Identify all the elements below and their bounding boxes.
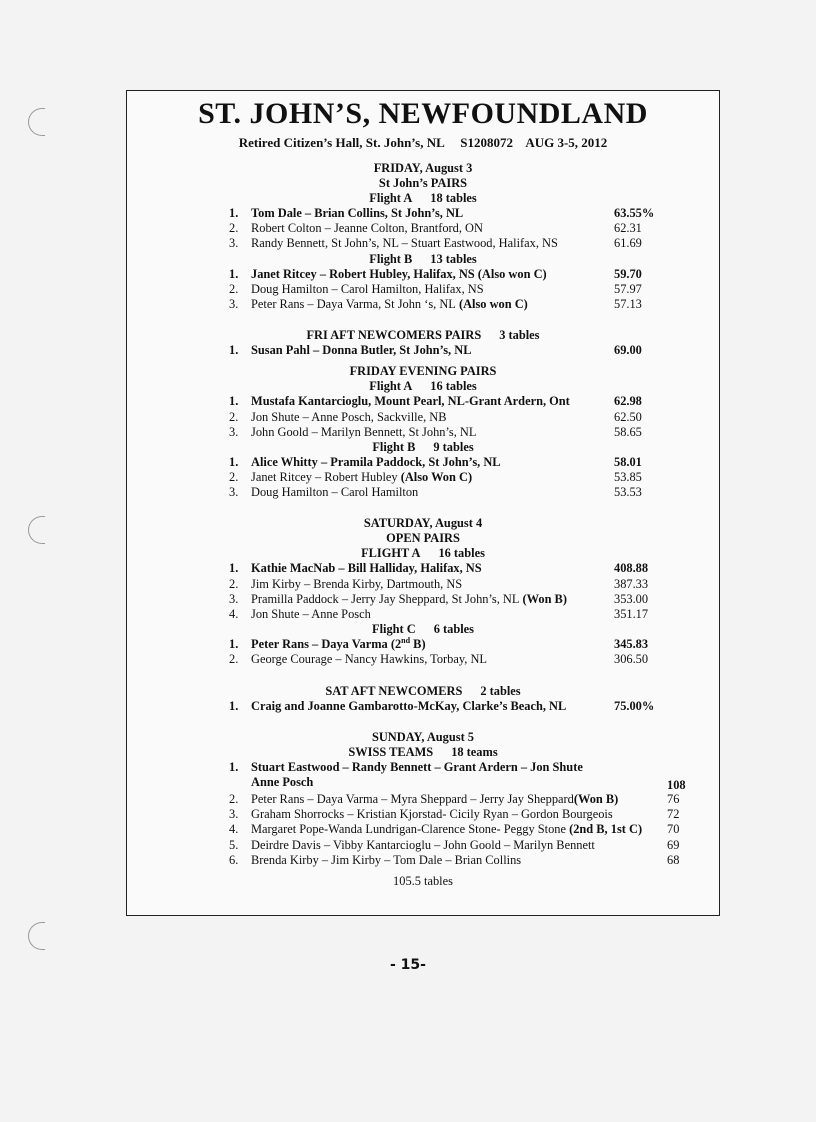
- result-score: 108: [667, 777, 686, 792]
- result-note: (Won B): [573, 791, 619, 806]
- fri-eve-flight-b-heading: [127, 440, 719, 455]
- friday-event: St John’s PAIRS: [378, 176, 468, 190]
- result-score: 69.00: [614, 343, 642, 358]
- sunday-day: SUNDAY, August 5: [371, 729, 475, 744]
- result-row: [127, 699, 719, 714]
- result-names: Pramilla Paddock – Jerry Jay Sheppard, St John’s, NL: [251, 591, 520, 606]
- result-row: [127, 394, 719, 409]
- result-names-wrap: [251, 637, 426, 652]
- result-score: 70: [667, 822, 680, 837]
- result-names-wrap: [251, 822, 642, 837]
- result-names-wrap: [251, 297, 528, 312]
- flight-label: Flight A: [369, 379, 413, 394]
- spacer: [127, 714, 719, 730]
- result-row: [127, 282, 719, 297]
- result-row: [127, 267, 719, 282]
- punch-hole-middle: [28, 516, 45, 544]
- result-place: 2.: [229, 791, 239, 806]
- result-place: 2.: [229, 652, 239, 667]
- result-row: [127, 236, 719, 251]
- result-place: 3.: [229, 807, 239, 822]
- result-score: 58.01: [614, 454, 642, 469]
- result-place: 2.: [229, 221, 239, 236]
- flight-label: FLIGHT A: [361, 546, 421, 561]
- result-score: 61.69: [614, 236, 642, 251]
- result-names-wrap: [251, 592, 567, 607]
- result-place: 3.: [229, 424, 239, 439]
- event-tables: 3 tables: [499, 328, 540, 343]
- result-place: 4.: [229, 607, 239, 621]
- sat-aft-heading: [127, 684, 719, 699]
- result-place: 1.: [229, 266, 239, 281]
- result-names: Doug Hamilton – Carol Hamilton, Halifax, NS: [251, 281, 484, 296]
- result-note: (Also Won C): [397, 470, 473, 485]
- page-title: ST. JOHN’S, NEWFOUNDLAND: [198, 97, 648, 130]
- result-score: 68: [667, 852, 680, 867]
- result-place: 1.: [229, 343, 239, 358]
- result-note: (Won B): [519, 591, 567, 606]
- flight-tables: 6 tables: [433, 622, 474, 637]
- fri-eve-heading: FRIDAY EVENING PAIRS: [349, 364, 497, 379]
- result-row: [127, 807, 719, 822]
- flight-tables: 9 tables: [433, 439, 474, 454]
- result-row: [127, 637, 719, 652]
- result-place: 1.: [229, 206, 239, 220]
- result-score: 59.70: [614, 266, 642, 281]
- result-names: Jon Shute – Anne Posch, Sackville, NB: [251, 409, 447, 424]
- flight-tables: 18 tables: [430, 191, 477, 205]
- flight-label: Flight A: [369, 191, 413, 205]
- result-place: 1.: [229, 454, 239, 469]
- result-names: Tom Dale – Brian Collins, St John’s, NL: [251, 206, 464, 220]
- result-place: 5.: [229, 837, 239, 852]
- page-subtitle: Retired Citizen’s Hall, St. John’s, NL S1208072 AUG 3-5, 2012: [238, 135, 608, 150]
- result-row: [127, 652, 719, 667]
- punch-hole-top: [28, 108, 45, 136]
- result-note: (Also won C): [455, 296, 528, 311]
- results-frame: [126, 90, 720, 916]
- result-score: 62.98: [614, 394, 642, 409]
- flight-tables: 16 tables: [430, 379, 477, 394]
- result-row-continued: [127, 775, 719, 792]
- result-names: John Goold – Marilyn Bennett, St John’s, NL: [251, 424, 477, 439]
- result-names: Jim Kirby – Brenda Kirby, Dartmouth, NS: [251, 576, 463, 591]
- saturday-day: SATURDAY, August 4: [363, 516, 483, 531]
- result-names: Kathie MacNab – Bill Halliday, Halifax, NS: [251, 561, 482, 576]
- result-note: B): [410, 637, 426, 652]
- event-tables: 2 tables: [480, 683, 521, 698]
- result-names: Peter Rans – Daya Varma – Myra Sheppard – Jerry Jay Sheppard: [251, 791, 574, 806]
- result-place: 3.: [229, 236, 239, 251]
- result-row: [127, 607, 719, 622]
- result-score: 306.50: [614, 652, 649, 667]
- event-label: SAT AFT NEWCOMERS: [325, 683, 463, 698]
- result-row: [127, 297, 719, 312]
- result-names: Jon Shute – Anne Posch: [251, 607, 371, 621]
- result-place: 3.: [229, 296, 239, 311]
- saturday-flight-c-heading: [127, 622, 719, 637]
- result-place: 1.: [229, 637, 239, 652]
- result-row: [127, 838, 719, 853]
- friday-flight-b-heading: [127, 252, 719, 267]
- result-score: 62.50: [614, 409, 642, 424]
- flight-label: Flight C: [372, 622, 416, 637]
- flight-label: Flight B: [372, 439, 416, 454]
- result-place: 4.: [229, 822, 239, 837]
- spacer: [127, 668, 719, 684]
- result-names: Margaret Pope-Wanda Lundrigan-Clarence Stone- Peggy Stone: [251, 822, 570, 837]
- fri-aft-heading: [127, 328, 719, 343]
- result-score: 351.17: [614, 607, 649, 621]
- result-score: 69: [667, 837, 680, 852]
- result-place: 2.: [229, 576, 239, 591]
- result-row: [127, 561, 719, 576]
- result-place: 2.: [229, 281, 239, 296]
- result-row: [127, 853, 719, 868]
- result-sup: nd: [401, 636, 411, 646]
- spacer: [127, 312, 719, 328]
- result-score: 62.31: [614, 221, 642, 236]
- result-row: [127, 206, 719, 221]
- result-score: 57.97: [614, 281, 642, 296]
- flight-label: Flight B: [369, 251, 413, 266]
- result-row: [127, 410, 719, 425]
- punch-hole-bottom: [28, 922, 45, 950]
- flight-tables: 16 tables: [438, 546, 485, 561]
- result-score: 408.88: [614, 561, 649, 576]
- result-names: Robert Colton – Jeanne Colton, Brantford, ON: [251, 221, 483, 236]
- result-row: [127, 792, 719, 807]
- result-row: [127, 577, 719, 592]
- page-number: - 15-: [390, 957, 426, 973]
- result-names: Deirdre Davis – Vibby Kantarcioglu – John Goold – Marilyn Bennett: [251, 837, 595, 852]
- fri-eve-flight-a-heading: [127, 379, 719, 394]
- result-score: 57.13: [614, 296, 642, 311]
- result-names: Craig and Joanne Gambarotto-McKay, Clarke’s Beach, NL: [251, 698, 567, 713]
- result-row: [127, 485, 719, 500]
- friday-day: FRIDAY, August 3: [373, 161, 473, 175]
- result-score: 353.00: [614, 591, 649, 606]
- result-place: 1.: [229, 759, 239, 774]
- result-place: 1.: [229, 561, 239, 576]
- result-row: [127, 455, 719, 470]
- result-score: 75.00%: [614, 698, 655, 713]
- result-names: Randy Bennett, St John’s, NL – Stuart Eastwood, Halifax, NS: [251, 236, 558, 251]
- result-names: Brenda Kirby – Jim Kirby – Tom Dale – Brian Collins: [251, 852, 522, 867]
- result-place: 1.: [229, 698, 239, 713]
- result-score: 76: [667, 791, 680, 806]
- results-content: [127, 161, 719, 889]
- result-row: [127, 822, 719, 837]
- result-score: 63.55%: [614, 206, 655, 220]
- result-score: 387.33: [614, 576, 649, 591]
- result-score: 58.65: [614, 424, 642, 439]
- result-score: 72: [667, 807, 680, 822]
- result-place: 3.: [229, 591, 239, 606]
- result-names: Janet Ritcey – Robert Hubley: [251, 470, 398, 485]
- event-label: FRI AFT NEWCOMERS PAIRS: [306, 328, 482, 343]
- result-place: 6.: [229, 852, 239, 867]
- total-tables: 105.5 tables: [393, 873, 453, 888]
- friday-flight-a-heading: [127, 191, 719, 206]
- result-score: 53.53: [614, 485, 642, 500]
- result-names: Janet Ritcey – Robert Hubley, Halifax, NS (Also won C): [251, 266, 547, 281]
- saturday-flight-a-heading: [127, 546, 719, 561]
- result-names: Doug Hamilton – Carol Hamilton: [251, 485, 419, 500]
- result-names: Peter Rans – Daya Varma, St John ‘s, NL: [251, 296, 456, 311]
- result-place: 2.: [229, 470, 239, 485]
- saturday-event: OPEN PAIRS: [386, 531, 460, 546]
- result-names: George Courage – Nancy Hawkins, Torbay, NL: [251, 652, 487, 667]
- result-names-wrap: [251, 792, 618, 807]
- result-names: Mustafa Kantarcioglu, Mount Pearl, NL-Grant Ardern, Ont: [251, 394, 570, 409]
- event-tables: 18 teams: [451, 744, 498, 759]
- result-score: 53.85: [614, 470, 642, 485]
- result-note: (2nd B, 1st C): [569, 822, 643, 837]
- result-score: 345.83: [614, 637, 649, 652]
- result-place: 3.: [229, 485, 239, 500]
- result-names: Alice Whitty – Pramila Paddock, St John’s, NL: [251, 454, 501, 469]
- result-row: [127, 470, 719, 485]
- result-names: Peter Rans – Daya Varma (2: [251, 637, 402, 652]
- flight-tables: 13 tables: [430, 251, 477, 266]
- result-place: 2.: [229, 409, 239, 424]
- result-names: Anne Posch: [251, 774, 314, 789]
- result-names: Stuart Eastwood – Randy Bennett – Grant Ardern – Jon Shute: [251, 759, 583, 774]
- result-names-wrap: [251, 470, 472, 485]
- sunday-event-heading: [127, 745, 719, 760]
- event-label: SWISS TEAMS: [348, 744, 434, 759]
- result-row: [127, 592, 719, 607]
- result-row: [127, 760, 719, 775]
- result-row: [127, 343, 719, 358]
- result-place: 1.: [229, 394, 239, 409]
- spacer: [127, 500, 719, 516]
- result-row: [127, 221, 719, 236]
- result-names: Graham Shorrocks – Kristian Kjorstad- Cicily Ryan – Gordon Bourgeois: [251, 807, 613, 822]
- result-names: Susan Pahl – Donna Butler, St John’s, NL: [251, 343, 472, 358]
- result-row: [127, 425, 719, 440]
